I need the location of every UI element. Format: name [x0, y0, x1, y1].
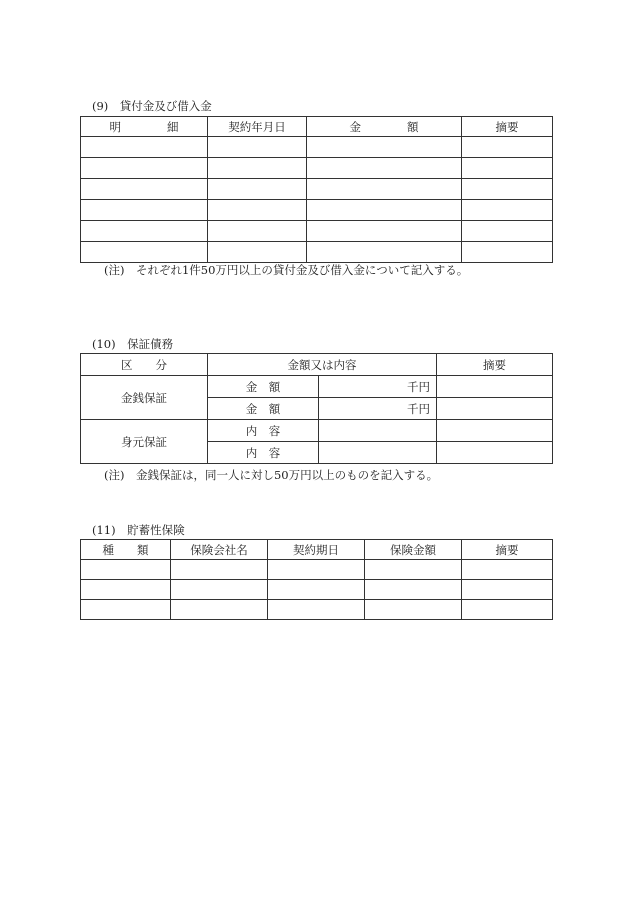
cell[interactable]: [307, 158, 462, 179]
insurance-table: [80, 539, 553, 620]
cell[interactable]: [462, 179, 553, 200]
table-row: [81, 560, 553, 580]
header-insurer: 保険会社名: [171, 540, 268, 560]
section-9-note: (注) それぞれ1件50万円以上の貸付金及び借入金について記入する。: [104, 263, 469, 277]
cell[interactable]: [268, 580, 365, 600]
amount-label: 金 額: [208, 376, 319, 398]
cell[interactable]: [208, 200, 307, 221]
cell[interactable]: [462, 221, 553, 242]
header-category: 区 分: [81, 354, 208, 376]
cell[interactable]: [208, 221, 307, 242]
amount-unit[interactable]: 千円: [319, 376, 437, 398]
cell[interactable]: [81, 200, 208, 221]
header-insured-amount: 保険金額: [365, 540, 462, 560]
cell[interactable]: [208, 137, 307, 158]
cell[interactable]: [307, 221, 462, 242]
remarks-cell[interactable]: [437, 398, 553, 420]
cell[interactable]: [81, 221, 208, 242]
cell[interactable]: [208, 158, 307, 179]
remarks-cell[interactable]: [437, 420, 553, 442]
cell[interactable]: [462, 580, 553, 600]
remarks-cell[interactable]: [437, 376, 553, 398]
table-row: [81, 200, 553, 221]
cell[interactable]: [307, 179, 462, 200]
table-row: [81, 600, 553, 620]
cell[interactable]: [462, 137, 553, 158]
table-row: [81, 158, 553, 179]
cell[interactable]: [171, 560, 268, 580]
cell[interactable]: [462, 200, 553, 221]
content-cell[interactable]: [319, 420, 437, 442]
cell[interactable]: [81, 560, 171, 580]
amount-label: 金 額: [208, 398, 319, 420]
cell[interactable]: [462, 158, 553, 179]
table-row: [81, 420, 553, 442]
section-9-title: (9) 貸付金及び借入金: [92, 99, 212, 113]
header-remarks: 摘要: [462, 117, 553, 137]
cell[interactable]: [208, 242, 307, 263]
header-remarks: 摘要: [437, 354, 553, 376]
table-row: [81, 179, 553, 200]
header-amount-or-content: 金額又は内容: [208, 354, 437, 376]
cell[interactable]: [81, 179, 208, 200]
table-row: [81, 242, 553, 263]
money-guarantee-label: 金銭保証: [81, 376, 208, 420]
section-10-note: (注) 金銭保証は，同一人に対し50万円以上のものを記入する。: [104, 468, 439, 482]
cell[interactable]: [268, 560, 365, 580]
cell[interactable]: [81, 137, 208, 158]
cell[interactable]: [462, 600, 553, 620]
cell[interactable]: [268, 600, 365, 620]
cell[interactable]: [307, 200, 462, 221]
cell[interactable]: [171, 580, 268, 600]
amount-unit[interactable]: 千円: [319, 398, 437, 420]
cell[interactable]: [365, 600, 462, 620]
cell[interactable]: [307, 137, 462, 158]
remarks-cell[interactable]: [437, 442, 553, 464]
header-type: 種 類: [81, 540, 171, 560]
content-cell[interactable]: [319, 442, 437, 464]
content-label: 内 容: [208, 420, 319, 442]
table-row: [81, 137, 553, 158]
guarantee-table: [80, 353, 553, 464]
cell[interactable]: [365, 560, 462, 580]
cell[interactable]: [462, 560, 553, 580]
section-10-title: (10) 保証債務: [92, 337, 174, 351]
cell[interactable]: [81, 600, 171, 620]
section-11-title: (11) 貯蓄性保険: [92, 523, 185, 537]
cell[interactable]: [81, 580, 171, 600]
header-remarks: 摘要: [462, 540, 553, 560]
cell[interactable]: [208, 179, 307, 200]
personal-guarantee-label: 身元保証: [81, 420, 208, 464]
table-row: [81, 221, 553, 242]
header-amount: 金 額: [307, 117, 462, 137]
cell[interactable]: [171, 600, 268, 620]
header-contract-term: 契約期日: [268, 540, 365, 560]
cell[interactable]: [365, 580, 462, 600]
table-row: [81, 376, 553, 398]
cell[interactable]: [307, 242, 462, 263]
table-row: [81, 580, 553, 600]
content-label: 内 容: [208, 442, 319, 464]
cell[interactable]: [462, 242, 553, 263]
loans-table: [80, 116, 553, 263]
header-contract-date: 契約年月日: [208, 117, 307, 137]
cell[interactable]: [81, 242, 208, 263]
cell[interactable]: [81, 158, 208, 179]
header-details: 明 細: [81, 117, 208, 137]
